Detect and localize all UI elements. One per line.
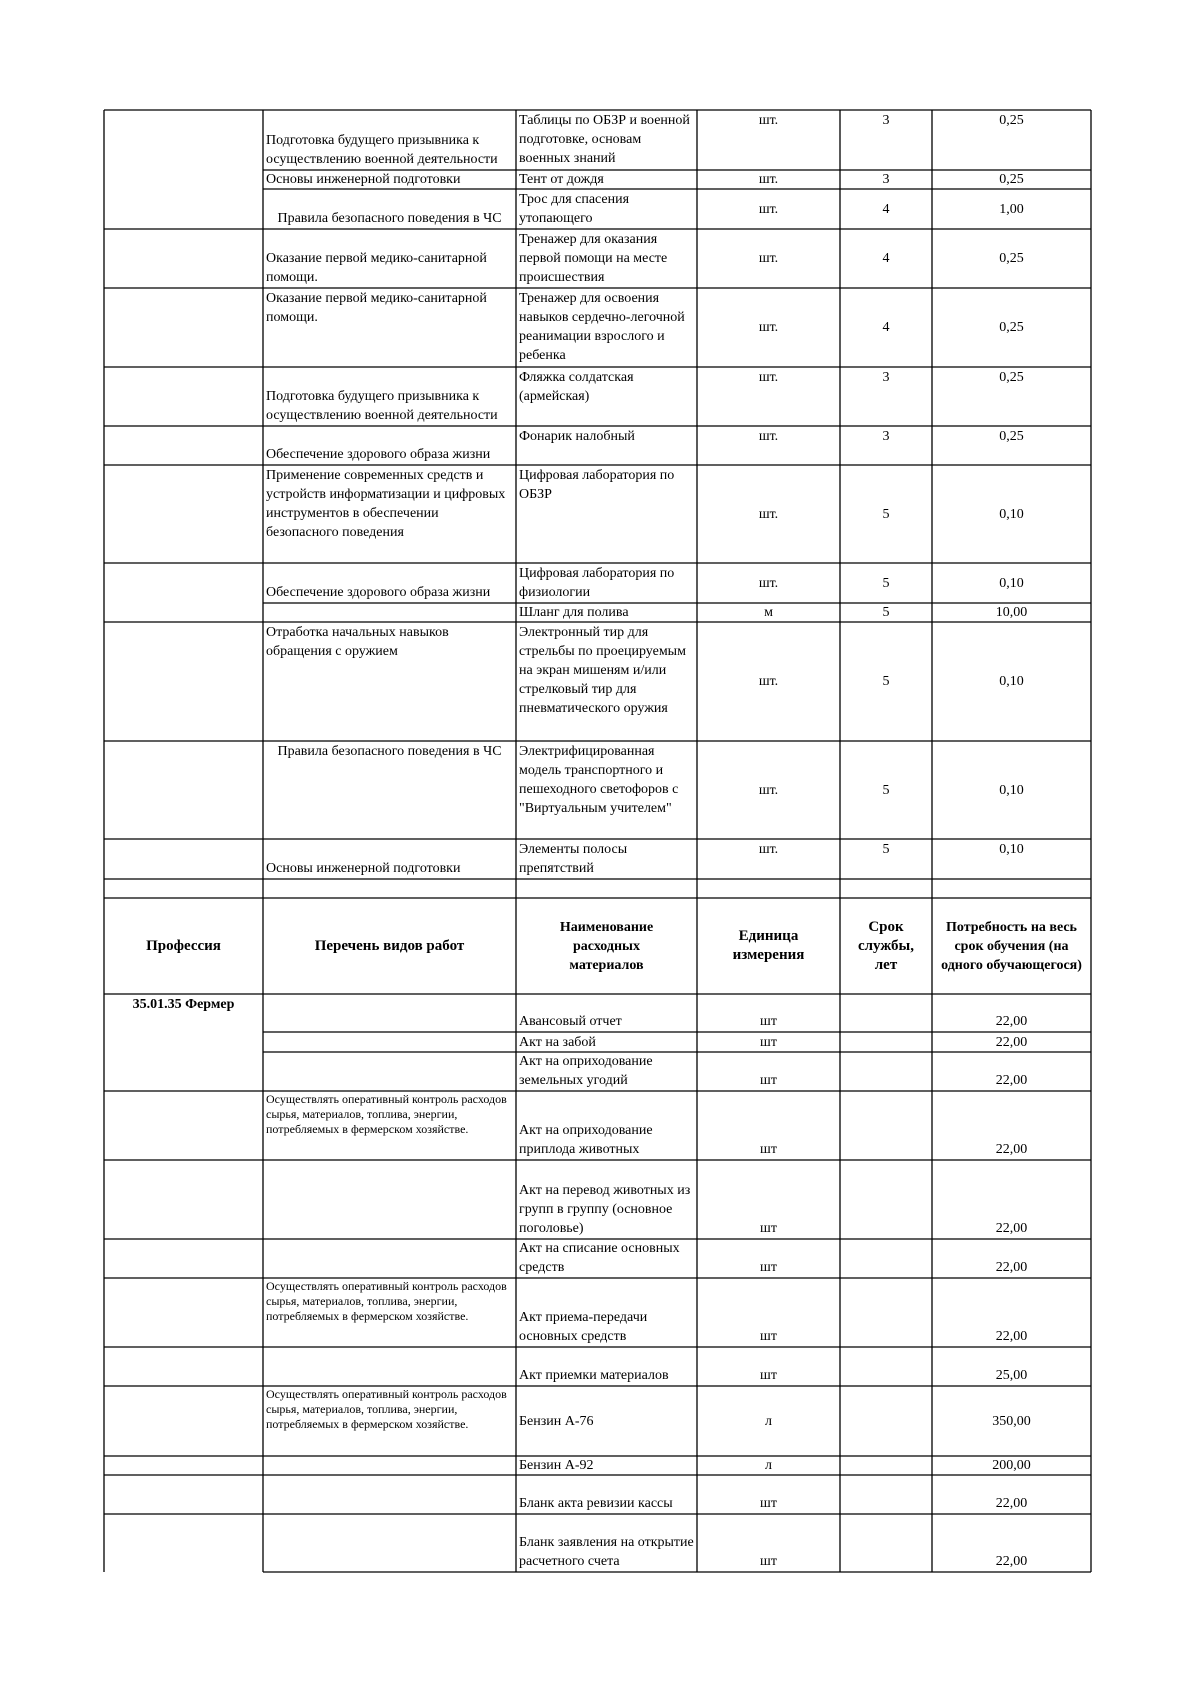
item-name-cell: Трос для спасения утопающего bbox=[519, 192, 630, 226]
service-term-cell: 5 bbox=[882, 575, 890, 591]
need-cell: 22,00 bbox=[995, 1554, 1028, 1569]
service-term-cell: 3 bbox=[882, 429, 890, 444]
need-cell: 200,00 bbox=[992, 1458, 1031, 1473]
unit-cell: шт. bbox=[758, 251, 779, 266]
item-name-cell: Электронный тир для стрельбы по проецируемым на экран мишеням и/или стрелковый тир для пневматического оружия bbox=[519, 625, 686, 716]
work-type-cell: Правила безопасного поведения в ЧС bbox=[277, 744, 502, 759]
need-cell: 0,25 bbox=[999, 113, 1024, 128]
service-term-cell: 3 bbox=[882, 172, 890, 187]
need-cell: 0,25 bbox=[999, 320, 1024, 335]
item-name-cell: Электрифицированная модель транспортного и пешеходного светофоров с "Виртуальным учителем" bbox=[519, 744, 679, 816]
material-name-cell: Акт на оприходование земельных угодий bbox=[519, 1054, 653, 1088]
work-type-cell: Осуществлять оперативный контроль расходов сырья, материалов, топлива, энергии, потребляемых в фермерском хозяйстве. bbox=[266, 1092, 507, 1136]
need-cell: 10,00 bbox=[995, 605, 1028, 620]
unit-cell: шт. bbox=[758, 370, 779, 385]
material-name-cell: Акт на забой bbox=[519, 1034, 596, 1050]
need-cell: 22,00 bbox=[995, 1496, 1028, 1511]
service-term-cell: 5 bbox=[882, 842, 890, 857]
need-cell: 0,10 bbox=[999, 842, 1024, 857]
unit-cell: шт. bbox=[758, 429, 779, 444]
item-name-cell: Шланг для полива bbox=[519, 605, 629, 620]
work-type-cell: Подготовка будущего призывника к осуществлению военной деятельности bbox=[266, 133, 498, 167]
item-name-cell: Фонарик налобный bbox=[519, 429, 635, 444]
unit-cell: шт. bbox=[758, 842, 779, 857]
material-name-cell: Бензин А-76 bbox=[519, 1413, 594, 1429]
unit-cell: шт bbox=[760, 1368, 777, 1383]
need-cell: 25,00 bbox=[995, 1368, 1028, 1383]
unit-cell: шт. bbox=[758, 782, 779, 798]
need-cell: 0,10 bbox=[999, 575, 1024, 591]
work-type-cell: Оказание первой медико-санитарной помощи. bbox=[266, 251, 487, 285]
service-term-cell: 3 bbox=[882, 370, 890, 385]
need-cell: 22,00 bbox=[995, 1260, 1028, 1275]
need-cell: 0,25 bbox=[999, 429, 1024, 444]
service-term-cell: 4 bbox=[882, 201, 890, 217]
header-materials: Наименование расходных материалов bbox=[559, 919, 654, 973]
unit-cell: шт bbox=[760, 1142, 777, 1157]
profession-cell: 35.01.35 Фермер bbox=[132, 997, 235, 1012]
material-name-cell: Бланк акта ревизии кассы bbox=[519, 1496, 673, 1511]
item-name-cell: Тренажер для освоения навыков сердечно-легочной реанимации взрослого и ребенка bbox=[519, 291, 685, 363]
item-name-cell: Тент от дождя bbox=[519, 172, 604, 187]
material-name-cell: Бензин А-92 bbox=[519, 1458, 594, 1473]
unit-cell: шт bbox=[760, 1554, 777, 1569]
work-type-cell: Оказание первой медико-санитарной помощи. bbox=[266, 291, 487, 325]
need-cell: 22,00 bbox=[995, 1329, 1028, 1344]
service-term-cell: 5 bbox=[882, 605, 890, 620]
work-type-cell: Обеспечение здорового образа жизни bbox=[266, 447, 491, 462]
header-unit: Единица измерения bbox=[732, 928, 805, 963]
unit-cell: шт bbox=[760, 1221, 777, 1236]
item-name-cell: Тренажер для оказания первой помощи на месте происшествия bbox=[519, 232, 668, 285]
unit-cell: шт bbox=[760, 1073, 777, 1088]
service-term-cell: 5 bbox=[882, 782, 890, 798]
unit-cell: шт bbox=[760, 1034, 777, 1050]
unit-cell: л bbox=[765, 1458, 772, 1473]
service-term-cell: 5 bbox=[882, 674, 890, 689]
item-name-cell: Цифровая лаборатория по физиологии bbox=[519, 566, 675, 600]
item-name-cell: Фляжка солдатская (армейская) bbox=[519, 370, 634, 404]
service-term-cell: 4 bbox=[882, 251, 890, 266]
unit-cell: шт bbox=[760, 1260, 777, 1275]
work-type-cell: Правила безопасного поведения в ЧС bbox=[277, 211, 502, 226]
unit-cell: м bbox=[764, 605, 773, 620]
need-cell: 350,00 bbox=[992, 1413, 1031, 1429]
material-name-cell: Акт на списание основных средств bbox=[519, 1241, 680, 1275]
unit-cell: шт bbox=[760, 1014, 777, 1029]
header-service-term: Срок службы, лет bbox=[857, 918, 914, 973]
material-name-cell: Акт приемки материалов bbox=[519, 1368, 669, 1383]
need-cell: 0,25 bbox=[999, 251, 1024, 266]
need-cell: 0,25 bbox=[999, 370, 1024, 385]
item-name-cell: Цифровая лаборатория по ОБЗР bbox=[519, 468, 675, 502]
unit-cell: шт. bbox=[758, 172, 779, 187]
work-type-cell: Основы инженерной подготовки bbox=[266, 861, 461, 876]
need-cell: 22,00 bbox=[995, 1221, 1028, 1236]
unit-cell: шт bbox=[760, 1329, 777, 1344]
unit-cell: л bbox=[765, 1413, 772, 1429]
work-type-cell: Осуществлять оперативный контроль расходов сырья, материалов, топлива, энергии, потребляемых в фермерском хозяйстве. bbox=[266, 1387, 507, 1431]
need-cell: 22,00 bbox=[995, 1034, 1028, 1050]
unit-cell: шт. bbox=[758, 201, 779, 217]
service-term-cell: 5 bbox=[882, 506, 890, 522]
material-name-cell: Акт на перевод животных из групп в группу (основное поголовье) bbox=[519, 1183, 691, 1236]
material-name-cell: Акт приема-передачи основных средств bbox=[519, 1310, 648, 1344]
item-name-cell: Элементы полосы препятствий bbox=[519, 842, 628, 876]
header-need: Потребность на весь срок обучения (на одного обучающегося) bbox=[941, 919, 1082, 973]
need-cell: 0,10 bbox=[999, 674, 1024, 689]
need-cell: 22,00 bbox=[995, 1014, 1028, 1029]
need-cell: 0,10 bbox=[999, 506, 1024, 522]
work-type-cell: Обеспечение здорового образа жизни bbox=[266, 585, 491, 600]
unit-cell: шт. bbox=[758, 320, 779, 335]
need-cell: 1,00 bbox=[999, 201, 1024, 217]
material-name-cell: Бланк заявления на открытие расчетного счета bbox=[519, 1535, 694, 1569]
unit-cell: шт. bbox=[758, 674, 779, 689]
work-type-cell: Отработка начальных навыков обращения с оружием bbox=[266, 625, 449, 659]
material-name-cell: Авансовый отчет bbox=[519, 1014, 622, 1029]
work-type-cell: Осуществлять оперативный контроль расходов сырья, материалов, топлива, энергии, потребляемых в фермерском хозяйстве. bbox=[266, 1279, 507, 1323]
service-term-cell: 3 bbox=[882, 113, 890, 128]
need-cell: 22,00 bbox=[995, 1073, 1028, 1088]
work-type-cell: Применение современных средств и устройств информатизации и цифровых инструментов в обеспечении безопасного поведения bbox=[266, 468, 506, 540]
service-term-cell: 4 bbox=[882, 320, 890, 335]
work-type-cell: Основы инженерной подготовки bbox=[266, 172, 461, 187]
item-name-cell: Таблицы по ОБЗР и военной подготовке, основам военных знаний bbox=[519, 113, 690, 166]
need-cell: 0,10 bbox=[999, 782, 1024, 798]
need-cell: 22,00 bbox=[995, 1142, 1028, 1157]
unit-cell: шт bbox=[760, 1496, 777, 1511]
unit-cell: шт. bbox=[758, 113, 779, 128]
unit-cell: шт. bbox=[758, 506, 779, 522]
header-work-types: Перечень видов работ bbox=[314, 937, 465, 954]
unit-cell: шт. bbox=[758, 575, 779, 591]
header-profession: Профессия bbox=[146, 937, 221, 954]
need-cell: 0,25 bbox=[999, 172, 1024, 187]
work-type-cell: Подготовка будущего призывника к осуществлению военной деятельности bbox=[266, 389, 498, 423]
material-name-cell: Акт на оприходование приплода животных bbox=[519, 1123, 653, 1157]
